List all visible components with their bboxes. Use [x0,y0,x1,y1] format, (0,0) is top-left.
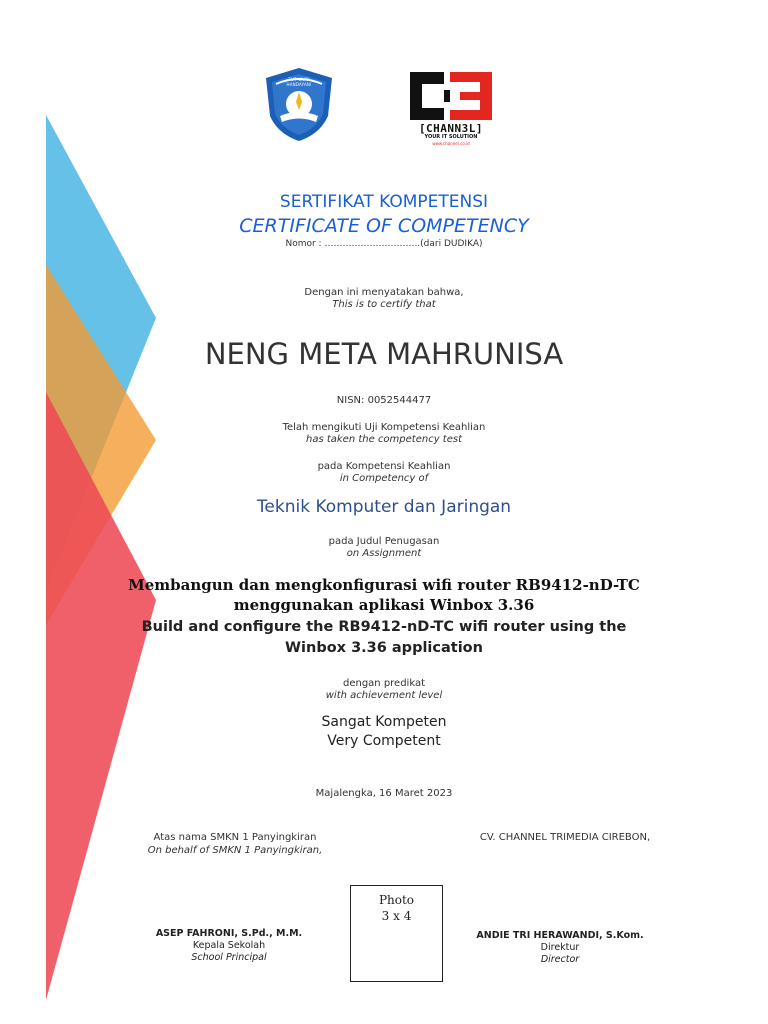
left-signatory-name: ASEP FAHRONI, S.Pd., M.M. [155,928,303,939]
assignment-title-en-line1: Build and configure the RB9412-nD-TC wifi router using the [141,619,627,635]
certificate-title-id: SERTIFIKAT KOMPETENSI [279,192,489,212]
photo-placeholder [350,885,443,982]
channel-logo: [CHANN3L] YOUR IT SOLUTION www.channel.co.id [400,68,502,150]
predicate-value-en: Very Competent [327,733,441,749]
photo-label: Photo [378,893,415,907]
assignment-title-id-line2: menggunakan aplikasi Winbox 3.36 [233,596,535,614]
test-id: Telah mengikuti Uji Kompetensi Keahlian [282,422,486,433]
predicate-label-id: dengan predikat [342,678,425,689]
predicate-label-en: with achievement level [325,690,443,701]
left-signatory-org [110,831,360,857]
assignment-title-en [0,617,768,659]
right-signatory-role-id: Direktur [540,942,580,953]
left-org-en: On behalf of SMKN 1 Panyingkiran, [147,845,323,856]
competency-label-id: pada Kompetensi Keahlian [317,461,451,472]
assignment-label-en: on Assignment [346,548,422,559]
test-en: has taken the competency test [305,434,463,445]
place-date: Majalengka, 16 Maret 2023 [315,788,453,799]
left-signatory-role-en: School Principal [191,952,267,963]
assignment-title-id-line1: Membangun dan mengkonfigurasi wifi router RB9412-nD-TC [128,576,640,594]
photo-size: 3 x 4 [381,909,412,923]
intro-id: Dengan ini menyatakan bahwa, [304,287,464,298]
left-signatory [104,928,354,964]
left-org-id: Atas nama SMKN 1 Panyingkiran [153,832,317,843]
predicate-value-id: Sangat Kompeten [321,714,447,730]
assignment-label-id: pada Judul Penugasan [328,536,440,547]
assignment-title-en-line2: Winbox 3.36 application [285,640,483,656]
intro-en: This is to certify that [332,299,436,310]
right-signatory-name: ANDIE TRI HERAWANDI, S.Kom. [476,930,644,941]
recipient-nisn: NISN: 0052544477 [336,395,432,406]
certificate-title-en: CERTIFICATE OF COMPETENCY [239,215,529,237]
left-signatory-role-id: Kepala Sekolah [192,940,266,951]
right-signatory-org: CV. CHANNEL TRIMEDIA CIREBON, [479,832,651,843]
competency-name: Teknik Komputer dan Jaringan [256,497,512,517]
right-signatory [450,930,670,966]
assignment-title-id [0,575,768,615]
recipient-name: NENG META MAHRUNISA [204,337,564,371]
competency-label-en: in Competency of [339,473,429,484]
certificate-number: Nomor : …………………………..(dari DUDIKA) [285,239,483,249]
right-signatory-role-en: Director [540,954,580,965]
ministry-logo: TUT WURI HANDAYANI [258,64,340,144]
